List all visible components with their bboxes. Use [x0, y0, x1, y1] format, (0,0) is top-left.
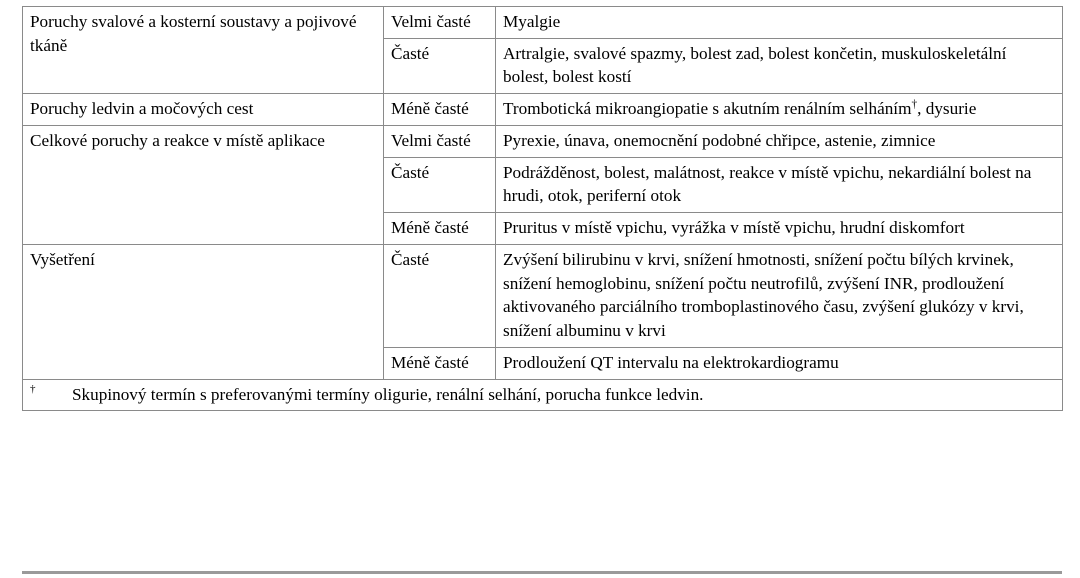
adverse-reaction-cell: Pruritus v místě vpichu, vyrážka v místě vpichu, hrudní diskomfort — [496, 213, 1063, 245]
frequency-cell: Časté — [384, 157, 496, 212]
adverse-reaction-cell: Pyrexie, únava, onemocnění podobné chřipce, astenie, zimnice — [496, 125, 1063, 157]
frequency-cell: Velmi časté — [384, 7, 496, 39]
system-organ-class-cell: Poruchy ledvin a močových cest — [23, 94, 384, 126]
table-row — [23, 244, 1063, 347]
system-organ-class-cell: Celkové poruchy a reakce v místě aplikace — [23, 125, 384, 244]
system-organ-class-cell: Poruchy svalové a kosterní soustavy a pojivové tkáně — [23, 7, 384, 94]
frequency-cell: Méně časté — [384, 94, 496, 126]
adverse-reaction-cell: Podrážděnost, bolest, malátnost, reakce v místě vpichu, nekardiální bolest na hrudi, otok, periferní otok — [496, 157, 1063, 212]
adverse-reaction-cell: Myalgie — [496, 7, 1063, 39]
table-row — [23, 94, 1063, 126]
table-body — [23, 7, 1063, 411]
footnote-cell — [23, 379, 1063, 411]
adverse-reactions-table — [22, 6, 1063, 411]
footnote-content — [30, 383, 1056, 407]
frequency-cell: Časté — [384, 38, 496, 93]
adverse-reaction-cell — [496, 94, 1063, 126]
adverse-reaction-cell: Prodloužení QT intervalu na elektrokardiogramu — [496, 347, 1063, 379]
frequency-cell: Méně časté — [384, 213, 496, 245]
adverse-reaction-cell: Artralgie, svalové spazmy, bolest zad, bolest končetin, muskuloskeletální bolest, bolest kostí — [496, 38, 1063, 93]
frequency-cell: Méně časté — [384, 347, 496, 379]
adverse-reaction-text-cont: , dysurie — [917, 99, 977, 119]
footnote-text: Skupinový termín s preferovanými termíny oligurie, renální selhání, porucha funkce ledvin. — [72, 384, 704, 404]
adverse-reaction-text: Trombotická mikroangiopatie s akutním renálním selháním — [503, 99, 912, 119]
frequency-cell: Velmi časté — [384, 125, 496, 157]
table-row — [23, 125, 1063, 157]
footnote-row — [23, 379, 1063, 411]
page-bottom-rule — [22, 571, 1062, 574]
table-row — [23, 7, 1063, 39]
footnote-marker-dagger: † — [30, 382, 36, 395]
frequency-cell: Časté — [384, 244, 496, 347]
system-organ-class-cell: Vyšetření — [23, 244, 384, 379]
footnote-marker-dagger: † — [911, 98, 918, 111]
adverse-reaction-cell: Zvýšení bilirubinu v krvi, snížení hmotnosti, snížení počtu bílých krvinek, snížení hemoglobinu, snížení počtu neutrofilů, zvýšení INR, prodloužení aktivovaného parciálního tromboplastinového času, zvýšení glukózy v krvi, snížení albuminu v krvi — [496, 244, 1063, 347]
